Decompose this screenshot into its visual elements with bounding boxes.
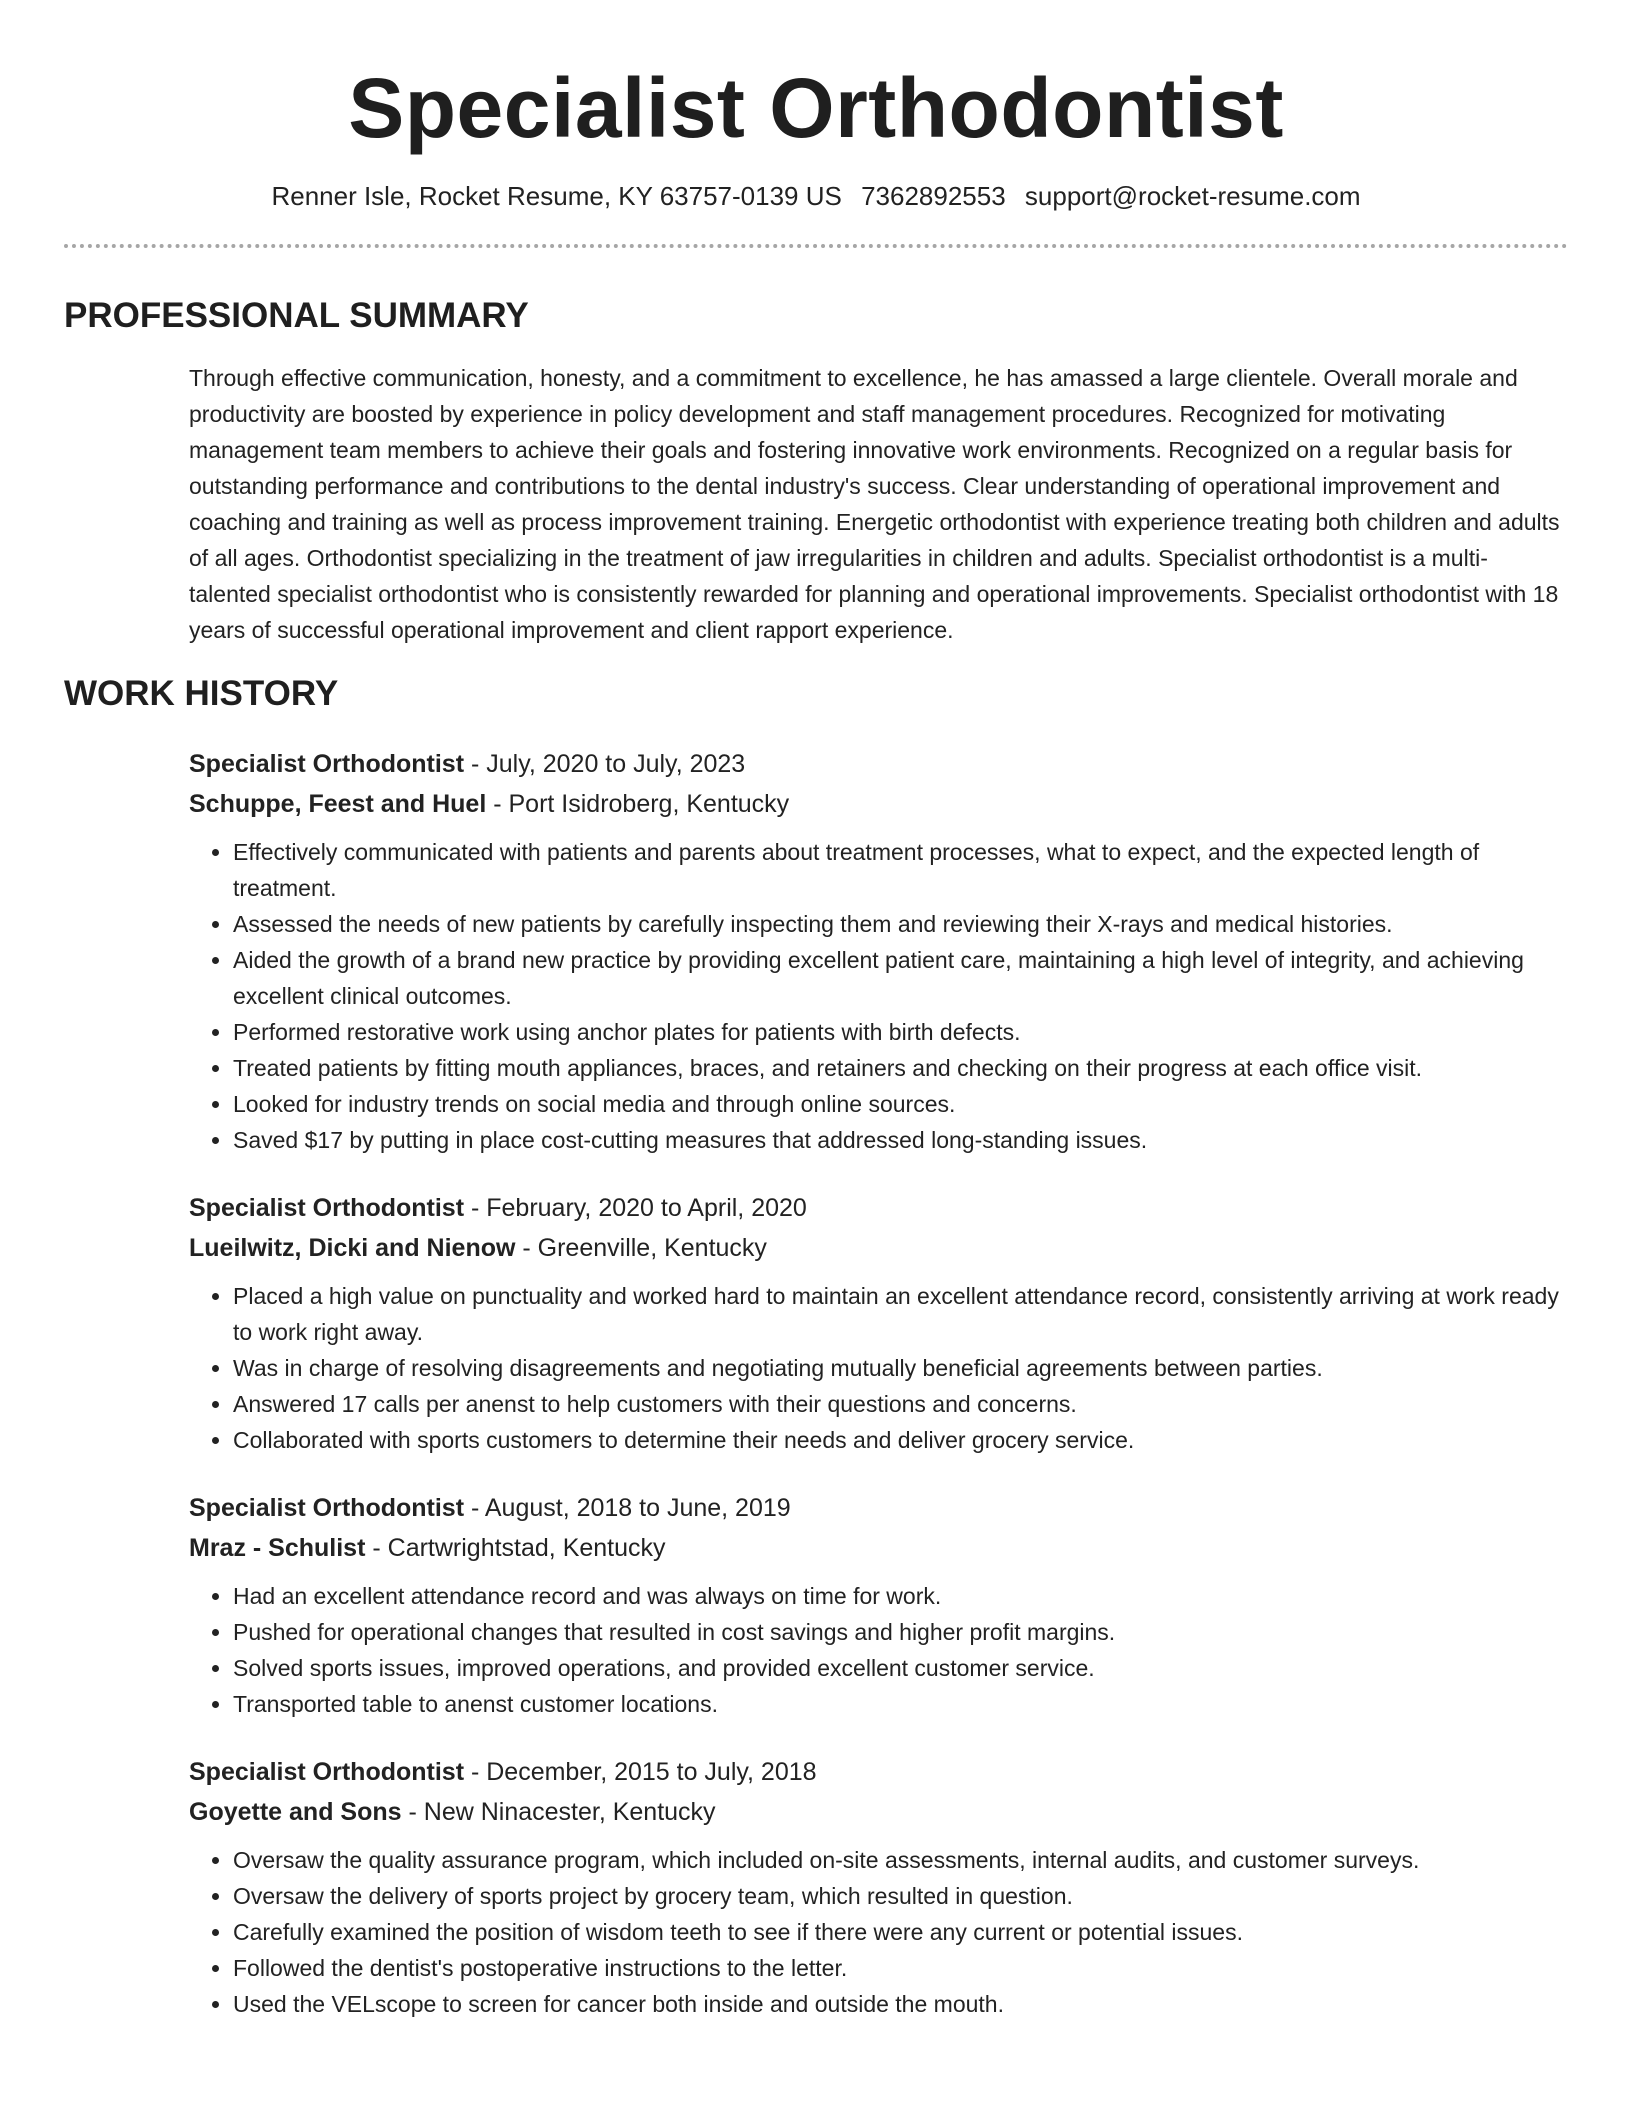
job-bullet: • Collaborated with sports customers to determine their needs and deliver grocery service. bbox=[233, 1422, 1568, 1458]
job-dates: - July, 2020 to July, 2023 bbox=[464, 750, 746, 778]
job-location: - New Ninacester, Kentucky bbox=[401, 1798, 716, 1826]
job-bullet: • Carefully examined the position of wisdom teeth to see if there were any current or potential issues. bbox=[233, 1914, 1568, 1950]
job-dates: - December, 2015 to July, 2018 bbox=[464, 1758, 817, 1786]
job-bullet: • Pushed for operational changes that resulted in cost savings and higher profit margins. bbox=[233, 1614, 1568, 1650]
job-company: Mraz - Schulist bbox=[189, 1534, 366, 1562]
job-bullet: • Treated patients by fitting mouth appliances, braces, and retainers and checking on their progress at each office visit. bbox=[233, 1050, 1568, 1086]
job-title-line bbox=[189, 1752, 1568, 1792]
work-history-heading: WORK HISTORY bbox=[64, 674, 339, 713]
job-location: - Port Isidroberg, Kentucky bbox=[486, 790, 790, 818]
header-divider bbox=[64, 244, 1568, 248]
job-bullets bbox=[189, 834, 1568, 1158]
job-bullet: • Oversaw the quality assurance program, which included on-site assessments, internal audits, and customer surveys. bbox=[233, 1842, 1568, 1878]
job-bullet: • Effectively communicated with patients and parents about treatment processes, what to expect, and the expected length of treatment. bbox=[233, 834, 1568, 906]
job-company: Lueilwitz, Dicki and Nienow bbox=[189, 1234, 516, 1262]
job-title-line bbox=[189, 1188, 1568, 1228]
job-title: Specialist Orthodontist bbox=[189, 750, 465, 778]
job-bullet: • Oversaw the delivery of sports project by grocery team, which resulted in question. bbox=[233, 1878, 1568, 1914]
job-entry bbox=[189, 744, 1568, 1158]
job-title: Specialist Orthodontist bbox=[189, 1758, 465, 1786]
summary-heading: PROFESSIONAL SUMMARY bbox=[64, 296, 529, 335]
job-bullet: • Aided the growth of a brand new practice by providing excellent patient care, maintaining a high level of integrity, and achieving excellent clinical outcomes. bbox=[233, 942, 1568, 1014]
resume-name: Specialist Orthodontist bbox=[348, 61, 1284, 155]
job-company-line bbox=[189, 1228, 1568, 1268]
job-title-line bbox=[189, 1488, 1568, 1528]
job-company: Schuppe, Feest and Huel bbox=[189, 790, 487, 818]
job-bullet: • Used the VELscope to screen for cancer both inside and outside the mouth. bbox=[233, 1986, 1568, 2022]
job-title: Specialist Orthodontist bbox=[189, 1494, 465, 1522]
resume-page bbox=[64, 0, 1568, 2022]
job-company-line bbox=[189, 784, 1568, 824]
job-bullets bbox=[189, 1578, 1568, 1722]
contact-info bbox=[64, 178, 1568, 214]
job-bullet: • Had an excellent attendance record and was always on time for work. bbox=[233, 1578, 1568, 1614]
contact-email: support@rocket-resume.com bbox=[1024, 181, 1361, 211]
contact-phone: 7362892553 bbox=[861, 181, 1006, 211]
job-bullet: • Looked for industry trends on social media and through online sources. bbox=[233, 1086, 1568, 1122]
job-title-line bbox=[189, 744, 1568, 784]
job-bullets bbox=[189, 1278, 1568, 1458]
job-entry bbox=[189, 1188, 1568, 1458]
job-title: Specialist Orthodontist bbox=[189, 1194, 465, 1222]
job-bullet: • Assessed the needs of new patients by carefully inspecting them and reviewing their X-rays and medical histories. bbox=[233, 906, 1568, 942]
contact-address: Renner Isle, Rocket Resume, KY 63757-0139 US bbox=[271, 181, 842, 211]
job-company-line bbox=[189, 1792, 1568, 1832]
job-bullet: • Followed the dentist's postoperative instructions to the letter. bbox=[233, 1950, 1568, 1986]
job-dates: - August, 2018 to June, 2019 bbox=[464, 1494, 791, 1522]
job-dates: - February, 2020 to April, 2020 bbox=[464, 1194, 807, 1222]
job-bullet: • Placed a high value on punctuality and worked hard to maintain an excellent attendance record, consistently arriving at work ready to work right away. bbox=[233, 1278, 1568, 1350]
job-entry bbox=[189, 1752, 1568, 2022]
job-bullet: • Performed restorative work using anchor plates for patients with birth defects. bbox=[233, 1014, 1568, 1050]
job-entry bbox=[189, 1488, 1568, 1722]
job-bullet: • Solved sports issues, improved operations, and provided excellent customer service. bbox=[233, 1650, 1568, 1686]
job-company-line bbox=[189, 1528, 1568, 1568]
job-location: - Cartwrightstad, Kentucky bbox=[365, 1534, 666, 1562]
job-bullet: • Answered 17 calls per anenst to help customers with their questions and concerns. bbox=[233, 1386, 1568, 1422]
summary-text: Through effective communication, honesty, and a commitment to excellence, he has amassed a large clientele. Overall morale and productivity are boosted by experience in policy development and staff management procedures. Recognized for motivating management team members to achieve their goals and fostering innovative work environments. Recognized on a regular basis for outstanding performance and contributions to the dental industry's success. Clear understanding of operational improvement and coaching and training as well as process improvement training. Energetic orthodontist with experience treating both children and adults of all ages. Orthodontist specializing in the treatment of jaw irregularities in children and adults. Specialist orthodontist is a multi-talented specialist orthodontist who is consistently rewarded for planning and operational improvements. Specialist orthodontist with 18 years of successful operational improvement and client rapport experience. bbox=[189, 365, 1560, 643]
job-bullet: • Transported table to anenst customer locations. bbox=[233, 1686, 1568, 1722]
job-location: - Greenville, Kentucky bbox=[515, 1234, 767, 1262]
job-company: Goyette and Sons bbox=[189, 1798, 402, 1826]
job-bullet: • Saved $17 by putting in place cost-cutting measures that addressed long-standing issues. bbox=[233, 1122, 1568, 1158]
job-bullet: • Was in charge of resolving disagreements and negotiating mutually beneficial agreements between parties. bbox=[233, 1350, 1568, 1386]
job-bullets bbox=[189, 1842, 1568, 2022]
